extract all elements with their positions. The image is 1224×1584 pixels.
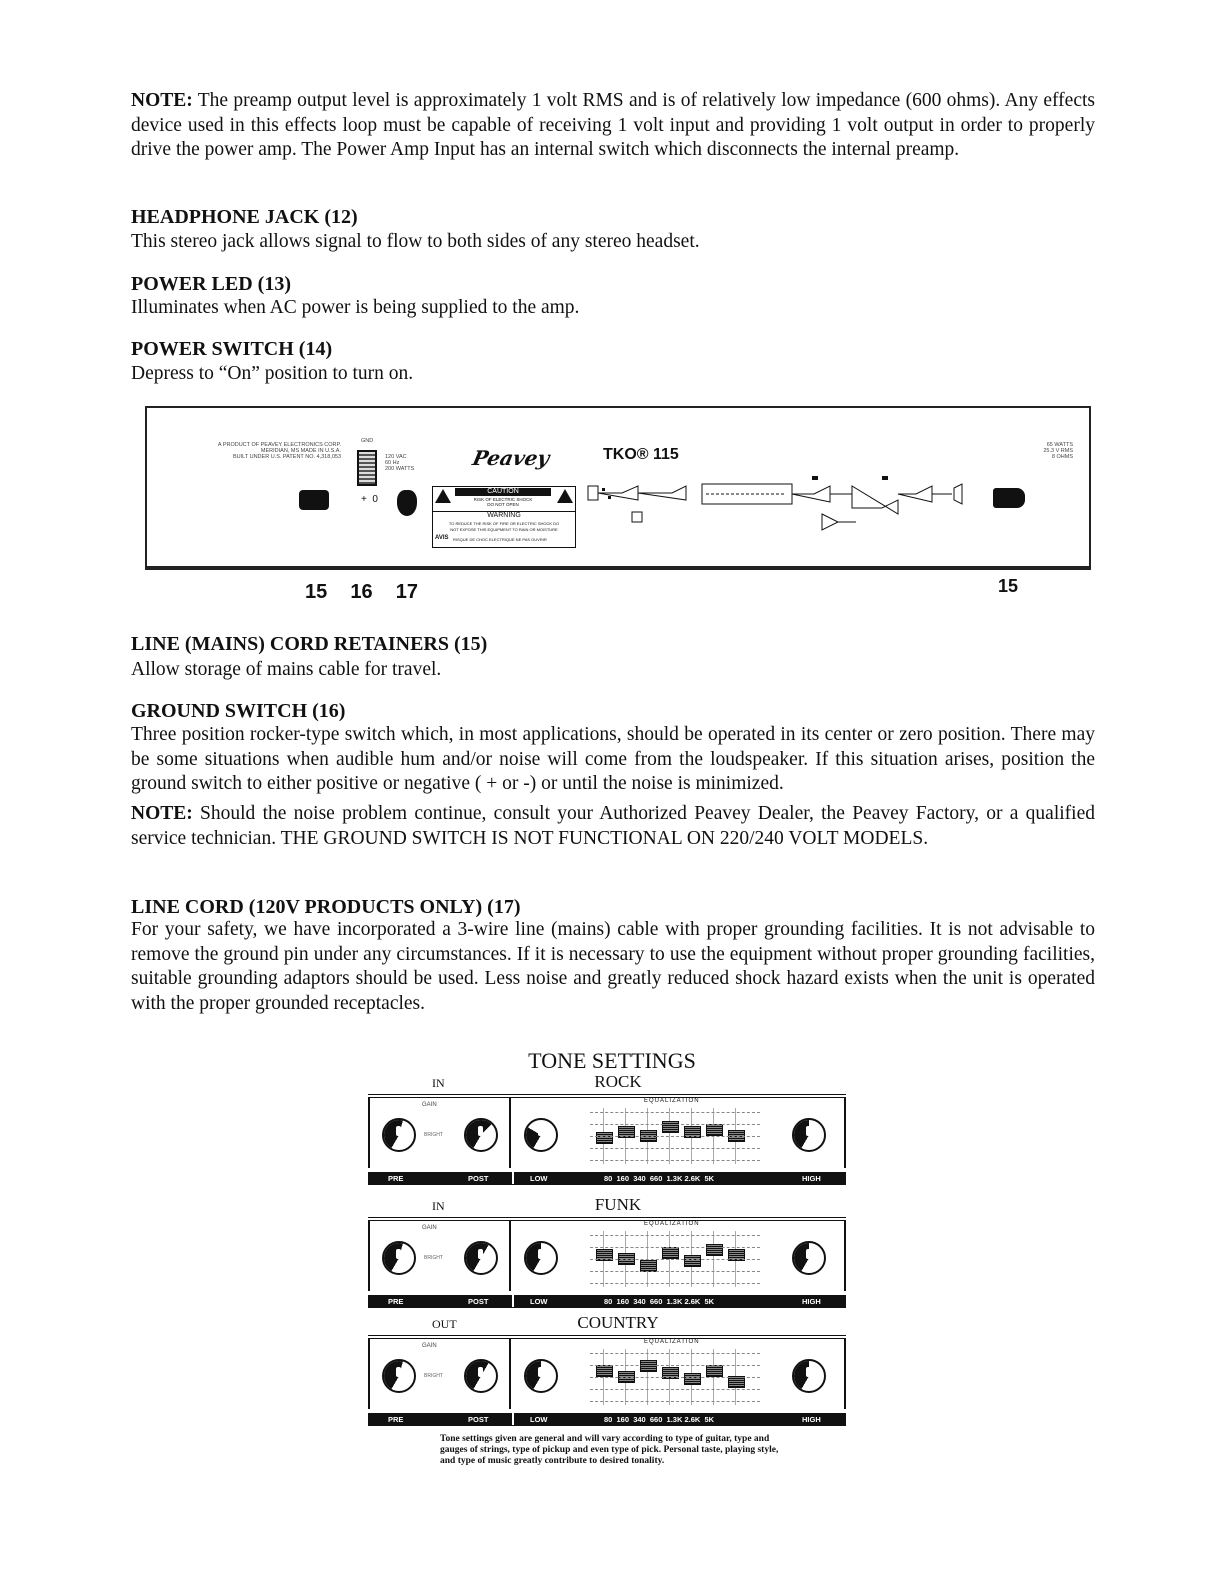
power-switch-body: Depress to “On” position to turn on. — [131, 363, 414, 384]
tone-knob — [464, 1359, 498, 1393]
note-2-label: NOTE: — [131, 803, 193, 824]
bright-label: BRIGHT — [424, 1255, 443, 1261]
eq-slider — [640, 1360, 657, 1372]
panel-right-edge — [844, 1098, 846, 1168]
note-2-paragraph — [131, 802, 1095, 851]
caution-box — [432, 486, 576, 548]
eq-label: EQUALIZATION — [644, 1098, 700, 1104]
note-label: NOTE: — [131, 90, 193, 111]
panel-top-rule — [368, 1217, 846, 1221]
avis-label: AVIS — [435, 535, 449, 541]
high-label: HIGH — [802, 1174, 821, 1183]
pre-label: PRE — [388, 1415, 404, 1424]
eq-gridline — [590, 1283, 760, 1284]
bright-state: IN — [432, 1076, 445, 1090]
bar-divider — [512, 1171, 514, 1184]
eq-slider — [684, 1373, 701, 1385]
maker-line-2: MERIDIAN, MS MADE IN U.S.A. — [260, 448, 341, 454]
warning-text-1: TO REDUCE THE RISK OF FIRE OR ELECTRIC SHOCK DO — [448, 521, 560, 526]
eq-gridline — [590, 1160, 760, 1161]
tone-footnote: Tone settings given are general and will vary according to type of guitar, type and gauges of strings, type of pickup and even type of pick. Personal taste, playing style, and type of music greatly contribute to desired tonality. — [440, 1434, 779, 1466]
rating-line-2: 25.3 V RMS — [1043, 448, 1073, 454]
line-cord-heading: LINE CORD (120V PRODUCTS ONLY) (17) — [131, 896, 521, 918]
maker-line-1: A PRODUCT OF PEAVEY ELECTRONICS CORP. — [217, 442, 341, 448]
eq-gridline — [590, 1235, 760, 1236]
tone-knob — [792, 1359, 826, 1393]
eq-gridline — [590, 1259, 760, 1260]
freq-labels: 80 160 340 660 1.3K 2.6K 5K — [604, 1174, 715, 1183]
bright-state: OUT — [432, 1317, 457, 1331]
panel-top-rule — [368, 1094, 846, 1098]
eq-gridline — [590, 1124, 760, 1125]
headphone-body: This stereo jack allows signal to flow to both sides of any stereo headset. — [131, 231, 700, 252]
tone-knob — [524, 1118, 558, 1152]
line-retainers-heading: LINE (MAINS) CORD RETAINERS (15) — [131, 633, 488, 655]
gain-label: GAIN — [422, 1225, 437, 1231]
rating-line-3: 8 OHMS — [1051, 454, 1073, 460]
voltage-line-2: 60 Hz — [385, 460, 400, 466]
power-switch-heading: POWER SWITCH (14) — [131, 338, 333, 360]
ground-switch-graphic — [357, 450, 377, 486]
bar-divider — [512, 1412, 514, 1425]
freq-labels: 80 160 340 660 1.3K 2.6K 5K — [604, 1297, 715, 1306]
bright-label: BRIGHT — [424, 1132, 443, 1138]
tone-settings-title: TONE SETTINGS — [528, 1048, 696, 1073]
low-label: LOW — [530, 1297, 548, 1306]
tone-preset — [368, 1313, 846, 1433]
tone-preset — [368, 1195, 846, 1315]
panel-right-edge — [844, 1221, 846, 1291]
headphone-heading: HEADPHONE JACK (12) — [131, 206, 358, 228]
callout-numbers-left: 15 16 17 — [305, 581, 418, 603]
note-text: The preamp output level is approximately 1 volt RMS and is of relatively low impedance (600 ohms). Any effects device used in this effects loop must be capable of receiving 1 volt input and providing 1 volt output in order to properly drive the power amp. The Power Amp Input has an internal switch which disconnects the internal preamp. — [131, 90, 1095, 160]
low-label: LOW — [530, 1174, 548, 1183]
tone-knob — [464, 1241, 498, 1275]
eq-gridline — [590, 1353, 760, 1354]
pre-label: PRE — [388, 1174, 404, 1183]
eq-slider — [684, 1255, 701, 1267]
voltage-line-1: 120 VAC — [385, 454, 407, 460]
ground-switch-body: Three position rocker-type switch which, in most applications, should be operated in its center or zero position. There may be some situations when audible hum and/or noise will come from the loudspeaker. If this situation arises, position the ground switch to either positive or negative ( + or -) or until the noise is minimized. — [131, 724, 1095, 794]
note-paragraph — [131, 89, 1095, 163]
high-label: HIGH — [802, 1297, 821, 1306]
line-cord-graphic — [397, 490, 417, 516]
eq-gridline — [590, 1148, 760, 1149]
post-label: POST — [468, 1415, 489, 1424]
panel-left-edge — [368, 1098, 370, 1168]
tone-knob — [524, 1241, 558, 1275]
panel-left-edge — [368, 1339, 370, 1409]
warning-label: WARNING — [433, 511, 575, 519]
preset-name: COUNTRY — [577, 1313, 659, 1332]
caution-sub-1: RISK OF ELECTRIC SHOCK — [473, 497, 533, 502]
tone-knob — [382, 1118, 416, 1152]
freq-labels: 80 160 340 660 1.3K 2.6K 5K — [604, 1415, 715, 1424]
control-label-bar — [368, 1172, 846, 1185]
eq-gridline — [590, 1365, 760, 1366]
warning-triangle-icon — [557, 489, 573, 503]
eq-gridline — [590, 1377, 760, 1378]
post-label: POST — [468, 1297, 489, 1306]
preset-name: FUNK — [594, 1195, 642, 1214]
section-divider — [509, 1339, 511, 1409]
caution-label: CAUTION — [455, 488, 551, 496]
eq-gridline — [590, 1247, 760, 1248]
panel-left-edge — [368, 1221, 370, 1291]
preset-name: ROCK — [594, 1072, 642, 1091]
tone-knob — [382, 1359, 416, 1393]
eq-slider — [640, 1260, 657, 1272]
eq-label: EQUALIZATION — [644, 1339, 700, 1345]
maker-line-3: BUILT UNDER U.S. PATENT NO. 4,318,053 — [233, 454, 341, 460]
control-label-bar — [368, 1413, 846, 1426]
bright-state: IN — [432, 1199, 445, 1213]
eq-slider — [596, 1365, 613, 1377]
tone-knob — [382, 1241, 416, 1275]
line-retainers-body: Allow storage of mains cable for travel. — [131, 659, 442, 680]
tone-knob — [524, 1359, 558, 1393]
eq-slider — [596, 1132, 613, 1144]
tone-knob — [464, 1118, 498, 1152]
tone-preset — [368, 1072, 846, 1192]
warning-text-2: NOT EXPOSE THIS EQUIPMENT TO RAIN OR MOISTURE — [450, 527, 558, 532]
cord-retainer-left — [299, 490, 329, 510]
eq-gridline — [590, 1271, 760, 1272]
avis-text: RISQUE DE CHOC ELECTRIQUE NE PAS OUVRIR — [453, 537, 547, 542]
caution-sub-2: DO NOT OPEN — [487, 502, 519, 507]
control-label-bar — [368, 1295, 846, 1308]
gain-label: GAIN — [422, 1102, 437, 1108]
bar-divider — [512, 1294, 514, 1307]
bright-label: BRIGHT — [424, 1373, 443, 1379]
eq-gridline — [590, 1389, 760, 1390]
signal-path-schematic — [582, 458, 982, 558]
callout-number-right: 15 — [998, 576, 1019, 596]
voltage-line-3: 200 WATTS — [385, 466, 415, 472]
tone-knob — [792, 1241, 826, 1275]
section-divider — [509, 1098, 511, 1168]
eq-gridline — [590, 1401, 760, 1402]
tone-knob — [792, 1118, 826, 1152]
eq-gridline — [590, 1136, 760, 1137]
rating-line-1: 65 WATTS — [1046, 442, 1073, 448]
plus-minus-marks: + 0 — [361, 494, 378, 505]
model-label: TKO® 115 — [603, 446, 679, 463]
gnd-label: GND — [361, 438, 374, 444]
cord-retainer-right — [993, 488, 1025, 508]
eq-label: EQUALIZATION — [644, 1221, 700, 1227]
peavey-logo: Peavey — [470, 446, 552, 470]
line-cord-body: For your safety, we have incorporated a 3-wire line (mains) cable with proper grounding facilities. It is not advisable to remove the ground pin under any circumstances. If it is necessary to use the equipment without proper grounding facilities, suitable grounding adaptors should be used. Less noise and greatly reduced shock hazard exists when the unit is operated with the proper grounded receptacles. — [131, 919, 1095, 1014]
back-panel-diagram — [145, 406, 1091, 570]
note-2-text: Should the noise problem continue, consult your Authorized Peavey Dealer, the Peavey Factory, or a qualified service technician. THE GROUND SWITCH IS NOT FUNCTIONAL ON 220/240 VOLT MODELS. — [131, 803, 1095, 849]
warning-triangle-icon — [435, 489, 451, 503]
post-label: POST — [468, 1174, 489, 1183]
eq-slider — [706, 1124, 723, 1136]
eq-slider — [662, 1247, 679, 1259]
high-label: HIGH — [802, 1415, 821, 1424]
power-led-body: Illuminates when AC power is being supplied to the amp. — [131, 297, 580, 318]
gain-label: GAIN — [422, 1343, 437, 1349]
pre-label: PRE — [388, 1297, 404, 1306]
low-label: LOW — [530, 1415, 548, 1424]
power-led-heading: POWER LED (13) — [131, 273, 291, 295]
eq-slider — [706, 1365, 723, 1377]
eq-gridline — [590, 1112, 760, 1113]
ground-switch-heading: GROUND SWITCH (16) — [131, 700, 346, 722]
panel-top-rule — [368, 1335, 846, 1339]
panel-right-edge — [844, 1339, 846, 1409]
section-divider — [509, 1221, 511, 1291]
